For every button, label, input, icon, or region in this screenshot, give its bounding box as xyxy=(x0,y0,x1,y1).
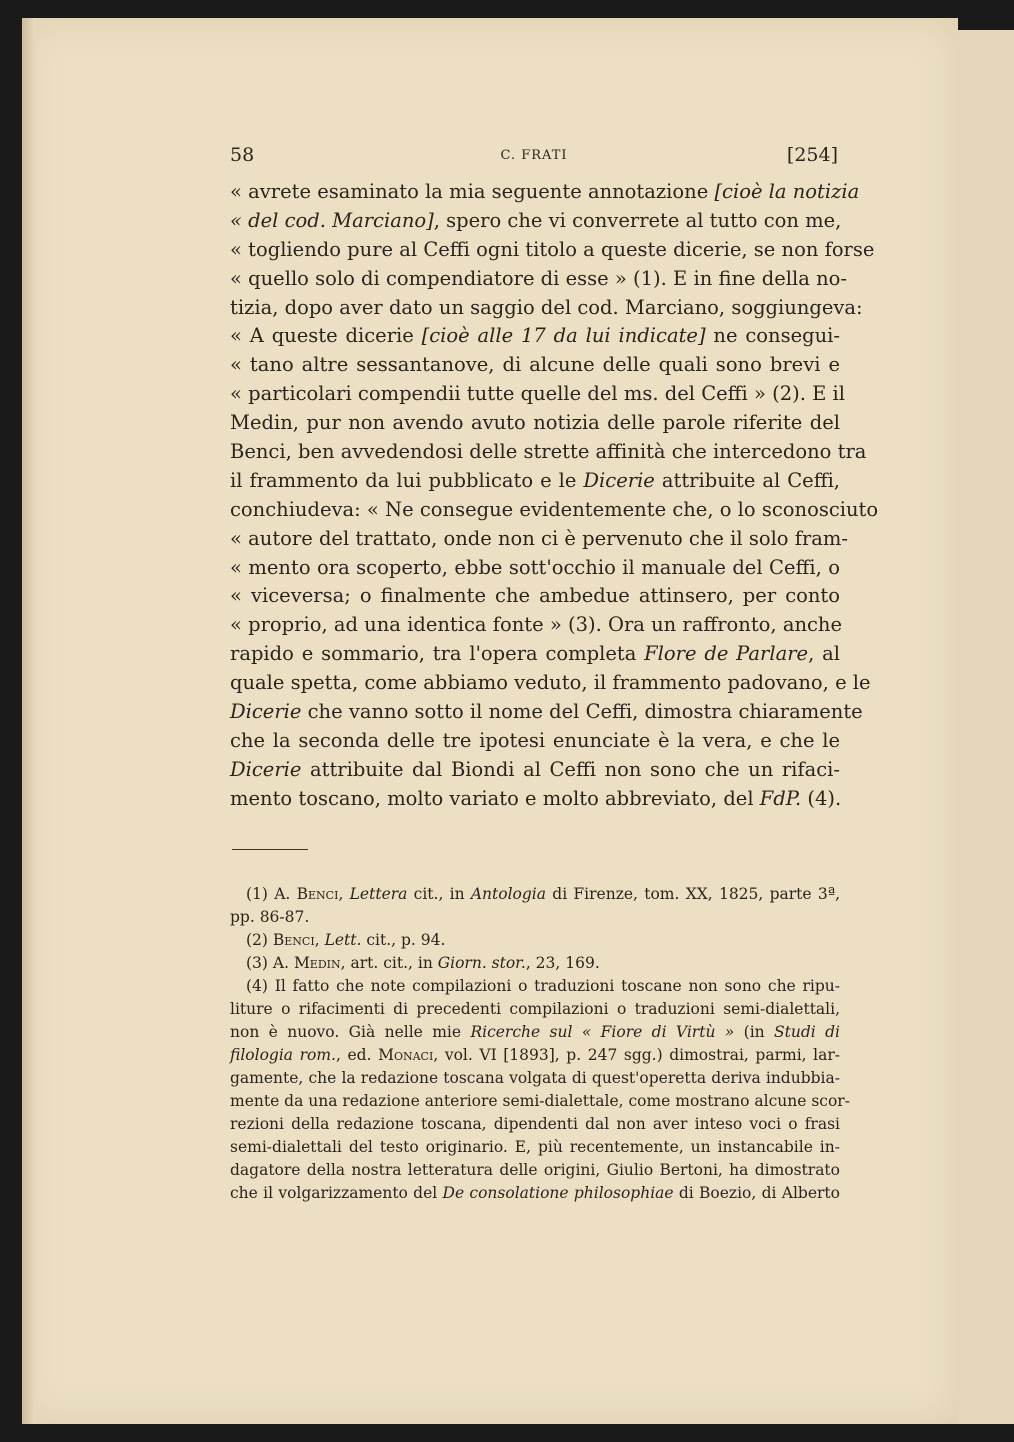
footnote-line: pp. 86-87. xyxy=(230,908,310,926)
footnote-line: (1) A. Benci, Lettera cit., in Antologia di Firenze, tom. XX, 1825, parte 3ª, xyxy=(246,885,840,903)
text-line: « mento ora scoperto, ebbe sott'occhio il manuale del Ceffi, o xyxy=(230,555,840,579)
footnote-line: dagatore della nostra letteratura delle origini, Giulio Bertoni, ha dimostrato xyxy=(230,1161,840,1179)
footnote-line: non è nuovo. Già nelle mie Ricerche sul « Fiore di Virtù » (in Studi di xyxy=(230,1023,841,1041)
text-line: « particolari compendii tutte quelle del ms. del Ceffi » (2). E il xyxy=(230,382,846,406)
italic-text: FdP. xyxy=(759,786,802,810)
main-text xyxy=(230,178,879,814)
text-line: « autore del trattato, onde non ci è pervenuto che il solo fram- xyxy=(230,526,848,550)
italic-text: Dicerie xyxy=(230,757,302,781)
footnote-line: (3) A. Medin, art. cit., in Giorn. stor., 23, 169. xyxy=(246,954,600,972)
text-line: « viceversa; o finalmente che ambedue attinsero, per conto xyxy=(230,584,840,608)
text-line: Benci, ben avvedendosi delle strette affinità che intercedono tra xyxy=(230,440,867,464)
italic-text: Ricerche sul « Fiore di Virtù » xyxy=(470,1023,735,1041)
italic-text: Giorn. stor. xyxy=(437,954,526,972)
text-line: rapido e sommario, tra l'opera completa Flore de Parlare, al xyxy=(230,642,840,666)
footnote-line: liture o rifacimenti di precedenti compilazioni o traduzioni semi-dialettali, xyxy=(230,1000,840,1018)
text-line: Dicerie che vanno sotto il nome del Ceffi, dimostra chiaramente xyxy=(230,700,863,724)
text-line: « avrete esaminato la mia seguente annotazione [cioè la notizia xyxy=(230,180,860,203)
small-caps-name: Medin xyxy=(293,954,341,972)
italic-text: Dicerie xyxy=(230,700,302,724)
text-line: « quello solo di compendiatore di esse » (1). E in fine della no- xyxy=(230,266,847,290)
footnote-line: filologia rom., ed. Monaci, vol. VI [1893], p. 247 sgg.) dimostrai, parmi, lar- xyxy=(230,1046,840,1064)
footnote-line: (2) Benci, Lett. cit., p. 94. xyxy=(246,931,446,949)
text-line: « tano altre sessantanove, di alcune delle quali sono brevi e xyxy=(230,353,840,377)
footnotes xyxy=(230,883,850,1205)
page-reference: [254] xyxy=(786,144,838,166)
footnote-line: gamente, che la redazione toscana volgata di quest'operetta deriva indubbia- xyxy=(230,1069,840,1087)
italic-text: Lett. xyxy=(324,931,362,949)
next-page-edge xyxy=(958,30,1014,1424)
footnote-line: mente da una redazione anteriore semi-dialettale, come mostrano alcune scor- xyxy=(230,1092,850,1110)
text-line: Medin, pur non avendo avuto notizia delle parole riferite del xyxy=(230,411,840,435)
text-line: « A queste dicerie [cioè alle 17 da lui indicate] ne consegui- xyxy=(230,324,840,348)
page-gutter xyxy=(22,18,36,1424)
footnote-line: che il volgarizzamento del De consolatione philosophiae di Boezio, di Alberto xyxy=(230,1184,840,1202)
text-line: tizia, dopo aver dato un saggio del cod. Marciano, soggiungeva: xyxy=(230,295,863,319)
text-line: che la seconda delle tre ipotesi enunciate è la vera, e che le xyxy=(230,728,840,752)
page-header xyxy=(230,144,838,174)
small-caps-name: Monaci xyxy=(378,1046,434,1064)
italic-text: Flore de Parlare xyxy=(644,642,809,666)
text-line: « proprio, ad una identica fonte » (3). Ora un raffronto, anche xyxy=(230,613,843,637)
small-caps-name: Benci xyxy=(296,885,339,903)
italic-text: Lettera xyxy=(349,885,408,903)
italic-text: [cioè alle 17 da lui indicate] xyxy=(421,324,706,348)
text-line: mento toscano, molto variato e molto abbreviato, del FdP. (4). xyxy=(230,786,842,810)
text-line: « del cod. Marciano], spero che vi converrete al tutto con me, xyxy=(230,208,842,232)
italic-text: Dicerie xyxy=(583,468,655,492)
footnote-line: semi-dialettali del testo originario. E, più recentemente, un instancabile in- xyxy=(230,1138,840,1156)
text-line: Dicerie attribuite dal Biondi al Ceffi non sono che un rifaci- xyxy=(230,757,840,781)
italic-text: De consolatione philosophiae xyxy=(442,1184,674,1202)
italic-text: Antologia xyxy=(470,885,547,903)
page-number: 58 xyxy=(230,144,255,166)
italic-text: filologia rom. xyxy=(230,1046,336,1064)
footnote-rule xyxy=(232,849,308,850)
text-line: quale spetta, come abbiamo veduto, il frammento padovano, e le xyxy=(230,671,871,695)
italic-text: Studi di xyxy=(774,1023,841,1041)
footnote-line: rezioni della redazione toscana, dipendenti dal non aver inteso voci o frasi xyxy=(230,1115,840,1133)
text-line: conchiudeva: « Ne consegue evidentemente che, o lo sconosciuto xyxy=(230,497,879,521)
footnote-line: (4) Il fatto che note compilazioni o traduzioni toscane non sono che ripu- xyxy=(246,977,840,995)
italic-text: « del cod. Marciano] xyxy=(230,208,434,232)
text-line: il frammento da lui pubblicato e le Dicerie attribuite al Ceffi, xyxy=(230,468,841,492)
small-caps-name: Benci xyxy=(272,931,315,949)
text-line: « togliendo pure al Ceffi ogni titolo a queste dicerie, se non forse xyxy=(230,237,875,261)
running-head: C. FRATI xyxy=(500,148,568,163)
italic-text: [cioè la notizia xyxy=(714,180,860,203)
